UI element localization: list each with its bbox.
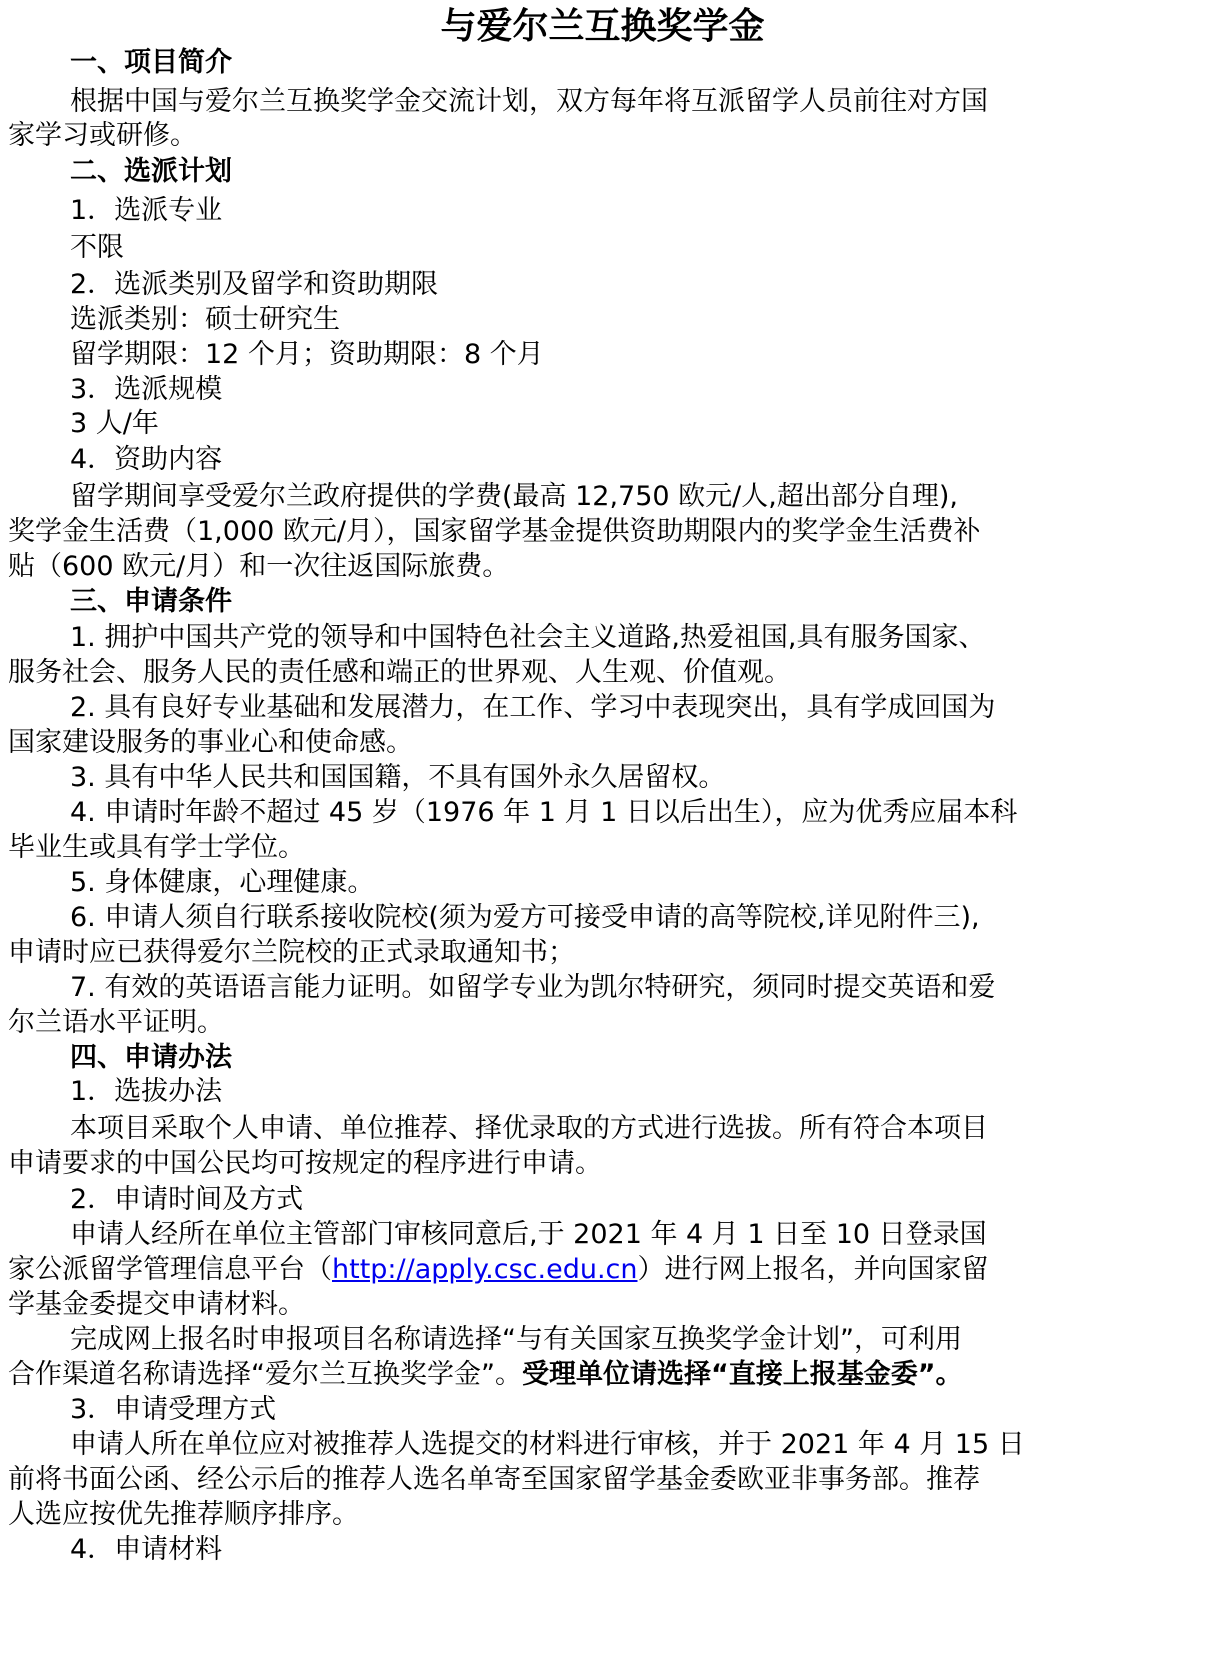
condition-text: 6. 申请人须自行联系接收院校(须为爱方可接受申请的高等院校,详见附件三), [70,902,980,933]
item-text: 前将书面公函、经公示后的推荐人选名单寄至国家留学基金委欧亚非事务部。推荐 [8,1464,980,1495]
condition-text: 尔兰语水平证明。 [8,1007,224,1038]
item-text: 选派类别：硕士研究生 [70,304,340,335]
item-title: 2．选派类别及留学和资助期限 [70,269,439,300]
item-title: 1．选派专业 [70,195,223,226]
item-title: 4．资助内容 [70,444,223,475]
item-title: 3．选派规模 [70,374,223,405]
section-1-heading: 一、项目简介 [70,47,232,78]
item-text: 学基金委提交申请材料。 [8,1289,305,1320]
section-2-heading: 二、选派计划 [70,156,232,187]
condition-text: 1. 拥护中国共产党的领导和中国特色社会主义道路,热爱祖国,具有服务国家、 [70,622,986,653]
item-text: 本项目采取个人申请、单位推荐、择优录取的方式进行选拔。所有符合本项目 [70,1113,988,1144]
item-text-part: 家公派留学管理信息平台（ [8,1254,332,1285]
condition-text: 7. 有效的英语语言能力证明。如留学专业为凯尔特研究，须同时提交英语和爱 [70,972,996,1003]
section-3-heading: 三、申请条件 [70,586,232,617]
item-text: 申请人所在单位应对被推荐人选提交的材料进行审核，并于 2021 年 4 月 15 日 [70,1429,1025,1460]
condition-text: 3. 具有中华人民共和国国籍，不具有国外永久居留权。 [70,762,726,793]
condition-text: 申请时应已获得爱尔兰院校的正式录取通知书； [8,937,575,968]
section-1-text: 根据中国与爱尔兰互换奖学金交流计划，双方每年将互派留学人员前往对方国 [70,86,988,117]
section-1-text: 家学习或研修。 [8,120,197,151]
item-text: 申请人经所在单位主管部门审核同意后,于 2021 年 4 月 1 日至 10 日登录国 [70,1219,987,1250]
item-text-part: 合作渠道名称请选择“爱尔兰互换奖学金”。 [8,1359,522,1390]
item-title: 2．申请时间及方式 [70,1184,304,1215]
item-text: 3 人/年 [70,408,159,439]
item-text: 不限 [70,232,124,263]
condition-text: 4. 申请时年龄不超过 45 岁（1976 年 1 月 1 日以后出生），应为优秀应届本科 [70,797,1018,828]
condition-text: 毕业生或具有学士学位。 [8,832,305,863]
item-text: 完成网上报名时申报项目名称请选择“与有关国家互换奖学金计划”，可利用 [70,1324,962,1355]
condition-text: 2. 具有良好专业基础和发展潜力，在工作、学习中表现突出，具有学成回国为 [70,692,996,723]
item-text [8,1357,962,1393]
item-title: 3．申请受理方式 [70,1394,277,1425]
condition-text: 5. 身体健康，心理健康。 [70,867,375,898]
condition-text: 服务社会、服务人民的责任感和端正的世界观、人生观、价值观。 [8,657,791,688]
item-title: 1．选拔办法 [70,1076,223,1107]
item-text: 奖学金生活费（1,000 欧元/月），国家留学基金提供资助期限内的奖学金生活费补 [8,516,981,547]
item-text: 留学期间享受爱尔兰政府提供的学费(最高 12,750 欧元/人,超出部分自理), [70,481,958,512]
condition-text: 国家建设服务的事业心和使命感。 [8,727,413,758]
item-text: 人选应按优先推荐顺序排序。 [8,1499,359,1530]
section-4-heading: 四、申请办法 [70,1042,232,1073]
emphasis-text: 受理单位请选择“直接上报基金委”。 [521,1359,963,1390]
apply-platform-link[interactable]: http://apply.csc.edu.cn [332,1254,638,1285]
item-text: 贴（600 欧元/月）和一次往返国际旅费。 [8,551,510,582]
item-text: 申请要求的中国公民均可按规定的程序进行申请。 [8,1148,602,1179]
item-text-part: ）进行网上报名，并向国家留 [637,1254,989,1285]
document-title: 与爱尔兰互换奖学金 [440,6,765,47]
item-text [8,1252,989,1288]
item-title: 4．申请材料 [70,1534,223,1565]
item-text: 留学期限：12 个月；资助期限：8 个月 [70,339,544,370]
